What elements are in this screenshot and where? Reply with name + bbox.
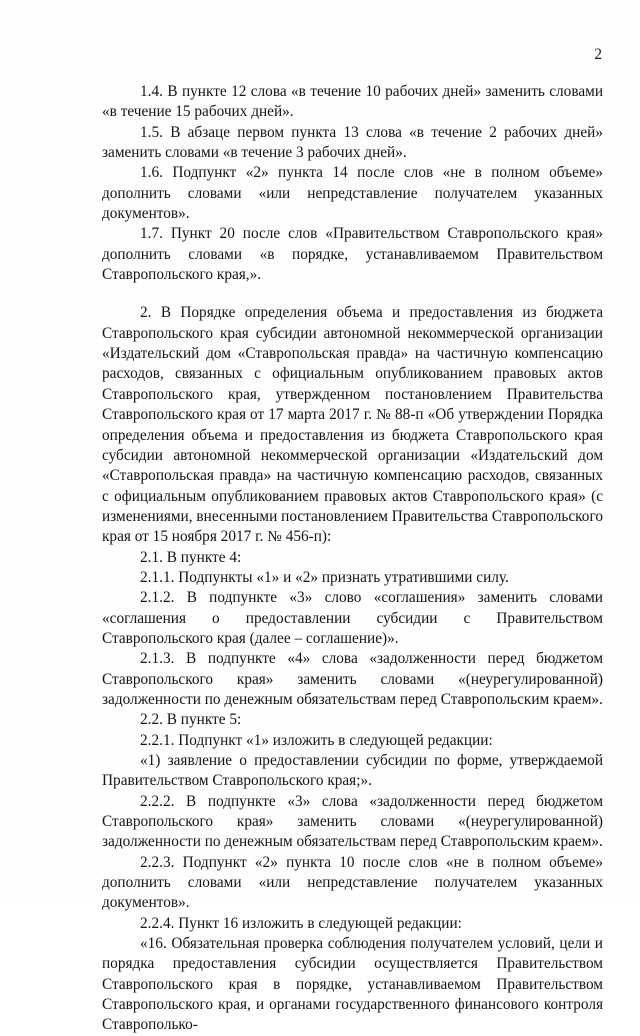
paragraph-2-2-4-text: «16. Обязательная проверка соблюдения получателем условий, цели и порядка предоставления субсидии осуществляется Правительством Ставропольского края в порядке, устанавливаемом Правительством Ставропольского края, и органами государственного финансового контроля Ставрополько- — [102, 935, 603, 1034]
paragraph-2-1: 2.1. В пункте 4: — [140, 548, 242, 566]
paragraph-1-5: 1.5. В абзаце первом пункта 13 слова «в течение 2 рабочих дней» заменить словами «в течение 3 рабочих дней». — [102, 123, 603, 162]
paragraph-2-2-4: 2.2.4. Пункт 16 изложить в следующей редакции: — [140, 914, 462, 932]
paragraph-1-6: 1.6. Подпункт «2» пункта 14 после слов «не в полном объеме» дополнить словами «или непредставление получателем указанных документов». — [102, 164, 603, 223]
paragraph-2-2-1: 2.2.1. Подпункт «1» изложить в следующей редакции: — [140, 731, 493, 749]
paragraph-2-1-3: 2.1.3. В подпункте «4» слова «задолженности перед бюджетом Ставропольского края» заменить словами «(неурегулированной) задолженности по денежным обязательствам перед Ставропольским краем». — [102, 650, 603, 708]
page-number: 2 — [594, 46, 602, 63]
paragraph-1-4: 1.4. В пункте 12 слова «в течение 10 рабочих дней» заменить словами «в течение 15 рабочих дней». — [102, 83, 603, 121]
paragraph-2: 2. В Порядке определения объема и предоставления из бюджета Ставропольского края субсидии автономной некоммерческой организации «Издательский дом «Ставропольская правда» на частичную компенсацию расходов, связанных с официальным опубликованием правовых актов Ставропольского края, утвержденном постановлением Правительства Ставропольского края от 17 марта 2017 г. № 88-п «Об утверждении Порядка определения объема и предоставления из бюджета Ставропольского края субсидии автономной некоммерческой организации «Издательский дом «Ставропольская правда» на частичную компенсацию расходов, связанных с официальным опубликованием правовых актов Ставропольского края» (с изменениями, внесенными постановлением Правительства Ставропольского края от 15 ноября 2017 г. № 456-п): — [102, 304, 603, 546]
paragraph-2-2: 2.2. В пункте 5: — [140, 711, 242, 729]
paragraph-2-2-1-text: «1) заявление о предоставлении субсидии по форме, утверждаемой Правительством Ставропольского края;». — [102, 752, 603, 790]
paragraph-2-2-3: 2.2.3. Подпункт «2» пункта 10 после слов «не в полном объеме» дополнить словами «или непредставление получателем указанных документов». — [102, 853, 603, 912]
document-body — [102, 82, 603, 1036]
paragraph-1-7: 1.7. Пункт 20 после слов «Правительством Ставропольского края» дополнить словами «в порядке, устанавливаемом Правительством Ставропольского края,». — [102, 225, 603, 284]
paragraph-2-2-2: 2.2.2. В подпункте «3» слова «задолженности перед бюджетом Ставропольского края» заменить словами «(неурегулированной) задолженности по денежным обязательствам перед Ставропольским краем». — [102, 792, 603, 851]
paragraph-2-1-2: 2.1.2. В подпункте «3» слово «соглашения» заменить словами «соглашения о предоставлении субсидии с Правительством Ставропольского края (далее – соглашение)». — [102, 589, 603, 647]
paragraph-2-1-1: 2.1.1. Подпункты «1» и «2» признать утратившими силу. — [140, 568, 509, 586]
